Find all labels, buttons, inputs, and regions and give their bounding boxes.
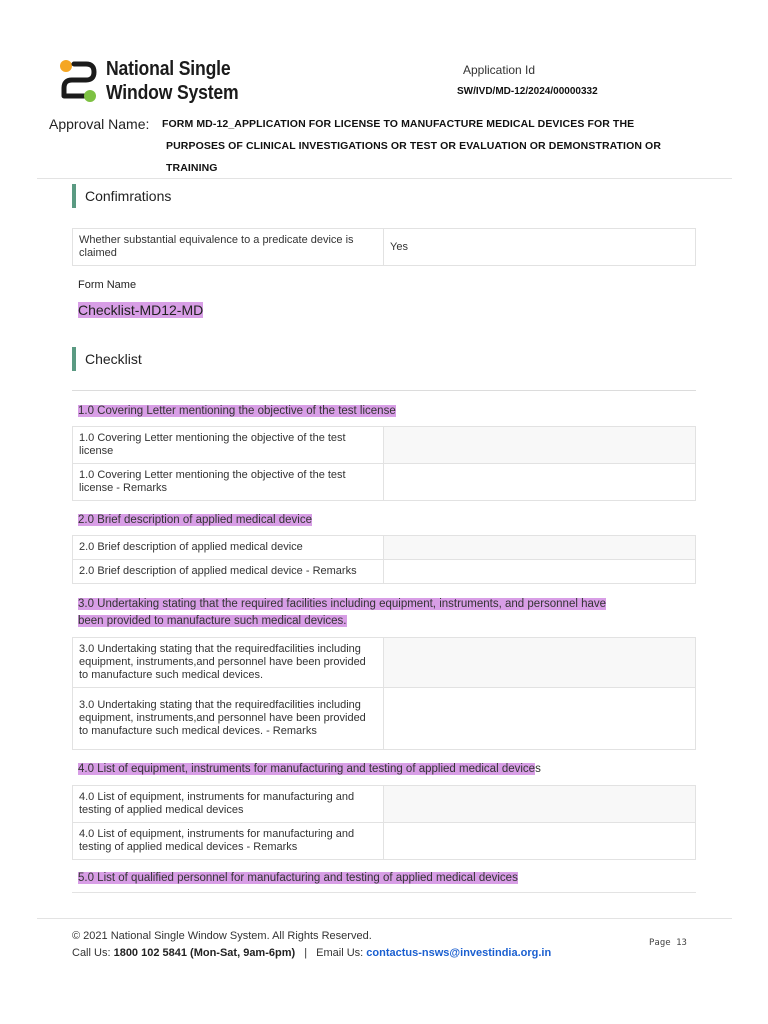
checklist-row-value <box>384 638 696 688</box>
email-label: Email Us: <box>316 947 364 959</box>
approval-name-line3: TRAINING <box>166 162 218 174</box>
checklist-row-value <box>384 427 696 464</box>
logo-line2: Window System <box>106 82 239 104</box>
approval-name-label: Approval Name: <box>49 116 150 132</box>
form-name-value <box>78 302 203 318</box>
checklist-heading-4 <box>78 761 541 778</box>
nsws-logo <box>58 58 248 106</box>
table-row <box>73 638 696 688</box>
page-number: Page 13 <box>649 938 687 948</box>
form-name-label: Form Name <box>78 279 137 291</box>
logo-line1: National Single <box>106 58 231 80</box>
table-row <box>73 688 696 750</box>
phone-number[interactable]: 1800 102 5841 (Mon-Sat, 9am-6pm) <box>113 947 296 959</box>
table-row <box>73 786 696 823</box>
table-row <box>73 536 696 560</box>
table-row <box>73 560 696 584</box>
application-id-label: Application Id <box>463 63 536 77</box>
checklist-heading-2 <box>78 512 312 529</box>
heading-highlight: 5.0 List of qualified personnel for manufacturing and testing of applied medical devices <box>78 872 518 884</box>
checklist-table-4 <box>72 785 696 860</box>
checklist-row-label: 3.0 Undertaking stating that the requiredfacilities including equipment, instruments,and personnel have been provided to manufacture such medical devices. <box>73 638 384 688</box>
checklist-heading-1 <box>78 403 396 420</box>
heading-highlight: 1.0 Covering Letter mentioning the objective of the test license <box>78 405 396 417</box>
confirmation-label: Whether substantial equivalence to a predicate device is claimed <box>73 229 384 266</box>
checklist-table-3 <box>72 637 696 750</box>
heading-highlight: 4.0 List of equipment, instruments for manufacturing and testing of applied medical device <box>78 763 536 775</box>
table-row <box>73 823 696 860</box>
footer-copyright: © 2021 National Single Window System. All Rights Reserved. <box>72 930 372 942</box>
section-confirmations: Confimrations <box>72 184 171 208</box>
application-id-value: SW/IVD/MD-12/2024/00000332 <box>457 86 598 97</box>
email-link[interactable]: contactus-nsws@investindia.org.in <box>366 947 552 959</box>
confirmation-value: Yes <box>384 229 696 266</box>
checklist-heading-3-cont <box>78 613 347 630</box>
checklist-heading-3 <box>78 596 606 613</box>
table-row <box>73 229 696 266</box>
approval-name-line1: FORM MD-12_APPLICATION FOR LICENSE TO MANUFACTURE MEDICAL DEVICES FOR THE <box>162 118 635 130</box>
approval-name-line2: PURPOSES OF CLINICAL INVESTIGATIONS OR TEST OR EVALUATION OR DEMONSTRATION OR <box>166 140 661 152</box>
heading-highlight: been provided to manufacture such medical devices. <box>78 615 347 627</box>
section-checklist: Checklist <box>72 347 142 371</box>
checklist-row-label: 1.0 Covering Letter mentioning the objective of the test license <box>73 427 384 464</box>
checklist-row-label: 2.0 Brief description of applied medical device <box>73 536 384 560</box>
checklist-row-value <box>384 786 696 823</box>
heading-highlight: 3.0 Undertaking stating that the required facilities including equipment, instruments, and personnel have <box>78 598 607 610</box>
checklist-row-label: 4.0 List of equipment, instruments for manufacturing and testing of applied medical devices - Remarks <box>73 823 384 860</box>
heading-tail: s <box>535 763 541 775</box>
checklist-divider <box>72 390 696 391</box>
checklist-heading-5 <box>78 870 518 887</box>
checklist-row-value <box>384 464 696 501</box>
footer-divider <box>37 918 732 919</box>
footer-separator: | <box>304 947 308 959</box>
form-name-highlight: Checklist-MD12-MD <box>78 302 204 318</box>
table-row <box>73 427 696 464</box>
checklist-row-value <box>384 823 696 860</box>
checklist-bottom-divider <box>72 892 696 893</box>
confirmations-table <box>72 228 696 266</box>
heading-highlight: 2.0 Brief description of applied medical device <box>78 514 312 526</box>
call-label: Call Us: <box>72 947 111 959</box>
checklist-row-value <box>384 560 696 584</box>
table-row <box>73 464 696 501</box>
nsws-logo-icon <box>58 58 102 104</box>
checklist-table-1 <box>72 426 696 501</box>
checklist-row-value <box>384 536 696 560</box>
footer-contact <box>72 947 551 959</box>
checklist-row-label: 2.0 Brief description of applied medical device - Remarks <box>73 560 384 584</box>
checklist-row-label: 4.0 List of equipment, instruments for manufacturing and testing of applied medical devices <box>73 786 384 823</box>
checklist-table-2 <box>72 535 696 584</box>
checklist-row-value <box>384 688 696 750</box>
checklist-row-label: 3.0 Undertaking stating that the requiredfacilities including equipment, instruments,and personnel have been provided to manufacture such medical devices. - Remarks <box>73 688 384 750</box>
checklist-row-label: 1.0 Covering Letter mentioning the objective of the test license - Remarks <box>73 464 384 501</box>
header-divider <box>37 178 732 179</box>
